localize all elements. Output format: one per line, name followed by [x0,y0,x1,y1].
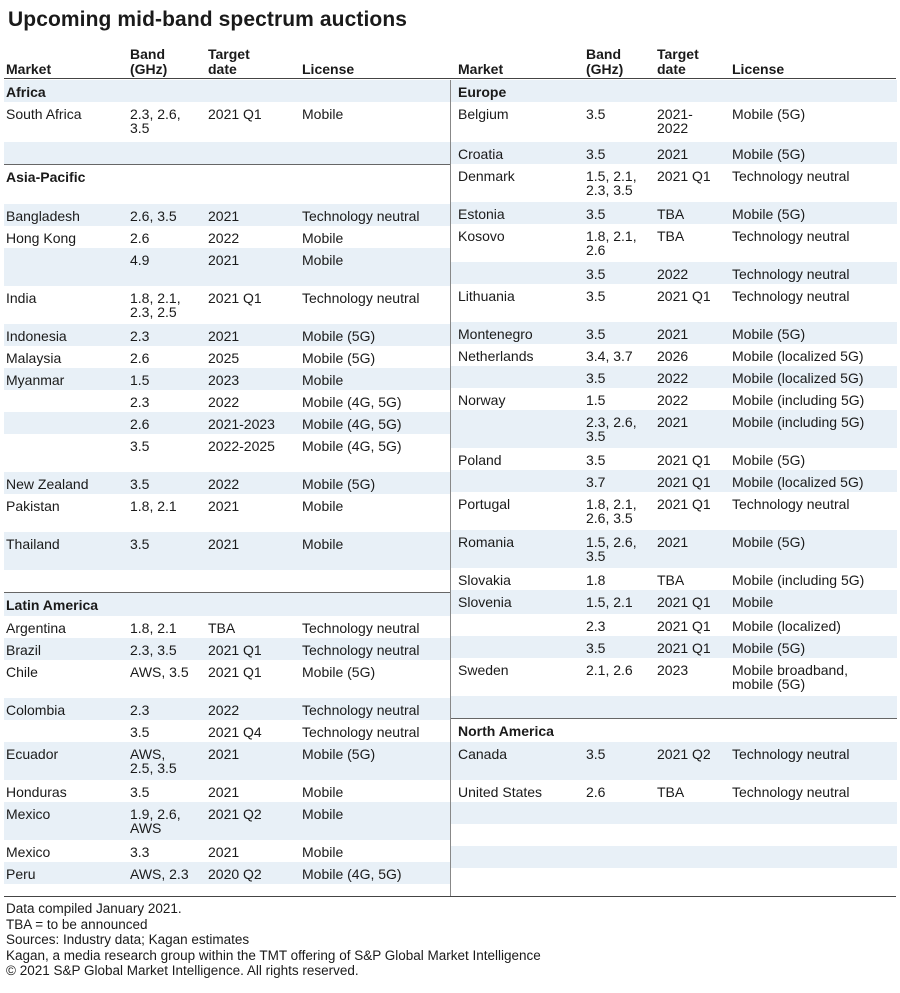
market-cell: Latin America [6,597,99,613]
band-cell: 1.8 [586,572,606,588]
table-row [4,616,450,638]
target-date-cell: 2020 Q2 [208,866,262,882]
band-cell: 3.5 [130,438,150,454]
header-license-left: License [302,61,355,77]
license-cell: Mobile (4G, 5G) [302,866,402,882]
market-cell: Canada [458,746,508,762]
target-date-cell: 2021 Q1 [208,664,262,680]
table-row [4,494,450,532]
band-cell: 1.8, 2.1, 2.3, 2.5 [130,290,181,320]
band-cell: 1.5 [586,392,606,408]
table-row [4,720,450,742]
table-row [4,324,450,346]
table-row [4,390,450,412]
market-cell: Slovenia [458,594,512,610]
market-cell: Slovakia [458,572,511,588]
region-header-row [451,80,897,102]
license-cell: Mobile (localized 5G) [732,348,864,364]
band-cell: 3.5 [130,536,150,552]
table-row [4,412,450,434]
market-cell: Portugal [458,496,511,512]
table-row [451,388,897,410]
band-cell: 2.1, 2.6 [586,662,633,678]
target-date-cell: TBA [657,206,685,222]
market-cell: Honduras [6,784,67,800]
license-cell: Mobile [302,806,344,822]
license-cell: Mobile [302,372,344,388]
band-cell: 2.6 [130,230,150,246]
header-band-left: Band (GHz) [130,46,168,77]
band-cell: 1.5, 2.1, 2.3, 3.5 [586,168,637,198]
target-date-cell: 2021 [657,326,689,342]
target-date-cell: 2021 [657,534,689,550]
footnote-copyright: © 2021 S&P Global Market Intelligence. All rights reserved. [6,963,359,979]
license-cell: Mobile (localized 5G) [732,474,864,490]
target-date-cell: 2026 [657,348,689,364]
table-row [451,846,897,868]
band-cell: 3.5 [586,370,606,386]
table-row [451,824,897,846]
table-row [4,142,450,164]
band-cell: 2.3, 3.5 [130,642,177,658]
license-cell: Technology neutral [732,168,850,184]
license-cell: Mobile [302,844,344,860]
table-row [451,322,897,344]
market-cell: Romania [458,534,515,550]
target-date-cell: 2021 Q1 [657,618,711,634]
band-cell: 1.8, 2.1 [130,620,177,636]
table-row [4,780,450,802]
market-cell: Croatia [458,146,504,162]
band-cell: 1.8, 2.1, 2.6, 3.5 [586,496,637,526]
table-row [4,102,450,142]
market-cell: Myanmar [6,372,65,388]
license-cell: Mobile (5G) [732,534,806,550]
table-row [4,248,450,286]
table-row [451,224,897,262]
band-cell: 3.3 [130,844,150,860]
market-cell: Argentina [6,620,66,636]
target-date-cell: 2021 Q2 [657,746,711,762]
license-cell: Technology neutral [732,266,850,282]
band-cell: 2.6, 3.5 [130,208,177,224]
footnote-compiled: Data compiled January 2021. [6,901,182,916]
target-date-cell: 2022 [208,230,240,246]
target-date-cell: TBA [208,620,236,636]
market-cell: Brazil [6,642,42,658]
target-date-cell: 2021 Q4 [208,724,262,740]
market-cell: Asia-Pacific [6,169,86,185]
market-cell: Mexico [6,844,51,860]
license-cell: Mobile (5G) [732,146,806,162]
table-row [451,780,897,802]
table-row [4,698,450,720]
band-cell: 2.3 [130,394,150,410]
header-target-left: Target date [208,46,250,77]
table-bottom-border [4,896,896,897]
license-cell: Mobile (5G) [732,640,806,656]
market-cell: South Africa [6,106,82,122]
license-cell: Mobile (localized) [732,618,841,634]
band-cell: 3.5 [586,326,606,342]
target-date-cell: 2023 [657,662,689,678]
target-date-cell: 2021 [208,844,240,860]
table-row [451,636,897,658]
market-cell: United States [458,784,543,800]
target-date-cell: 2025 [208,350,240,366]
license-cell: Mobile (5G) [732,326,806,342]
target-date-cell: 2021 Q1 [657,168,711,184]
table-row [451,614,897,636]
target-date-cell: TBA [657,572,685,588]
market-cell: Poland [458,452,502,468]
table-row [451,284,897,322]
table-row [4,840,450,862]
market-cell: Africa [6,84,46,100]
market-cell: Thailand [6,536,60,552]
table-row [451,742,897,780]
license-cell: Technology neutral [302,642,420,658]
band-cell: 1.8, 2.1 [130,498,177,514]
table-row [4,204,450,226]
table-row [451,590,897,614]
target-date-cell: 2021 [208,208,240,224]
target-date-cell: 2021 Q1 [657,496,711,512]
target-date-cell: 2021 Q1 [208,106,262,122]
target-date-cell: 2021 [208,328,240,344]
band-cell: 1.5, 2.6, 3.5 [586,534,637,564]
license-cell: Mobile (4G, 5G) [302,438,402,454]
band-cell: 3.5 [586,288,606,304]
footnote-sources: Sources: Industry data; Kagan estimates [6,932,250,948]
license-cell: Mobile (5G) [302,664,376,680]
target-date-cell: 2021- 2022 [657,106,693,136]
market-cell: Netherlands [458,348,534,364]
band-cell: 2.6 [130,416,150,432]
market-cell: Estonia [458,206,505,222]
table-row [451,410,897,448]
license-cell: Mobile [302,784,344,800]
target-date-cell: 2021 [657,414,689,430]
table-row [451,470,897,492]
band-cell: 3.5 [130,724,150,740]
table-row [451,142,897,164]
band-cell: 2.6 [130,350,150,366]
region-header-row [4,592,450,616]
license-cell: Technology neutral [302,290,420,306]
table-row [4,434,450,472]
band-cell: 1.9, 2.6, AWS [130,806,181,836]
table-row [4,660,450,698]
license-cell: Mobile (5G) [732,452,806,468]
market-cell: Sweden [458,662,509,678]
table-row [4,286,450,324]
band-cell: 3.5 [130,784,150,800]
market-cell: Hong Kong [6,230,77,246]
license-cell: Technology neutral [302,208,420,224]
header-divider [4,78,896,79]
target-date-cell: 2022 [208,702,240,718]
band-cell: 3.5 [586,266,606,282]
table-row [451,658,897,696]
header-market-right: Market [458,61,504,77]
license-cell: Mobile (localized 5G) [732,370,864,386]
footnote-tba: TBA = to be announced [6,916,148,932]
footnotes [6,901,541,979]
table-row [451,366,897,388]
market-cell: Bangladesh [6,208,80,224]
band-cell: AWS, 3.5 [130,664,189,680]
table-row [4,472,450,494]
table-row [451,802,897,824]
market-cell: Belgium [458,106,509,122]
license-cell: Technology neutral [732,784,850,800]
target-date-cell: TBA [657,784,685,800]
auction-table [4,44,896,896]
target-date-cell: TBA [657,228,685,244]
band-cell: 3.5 [586,106,606,122]
table-row [451,568,897,590]
band-cell: 1.8, 2.1, 2.6 [586,228,637,258]
license-cell: Mobile broadband, mobile (5G) [732,662,848,692]
market-cell: Colombia [6,702,66,718]
market-cell: Kosovo [458,228,505,244]
footnote-kagan: Kagan, a media research group within the TMT offering of S&P Global Market Intelligence [6,947,541,963]
band-cell: 3.5 [586,146,606,162]
target-date-cell: 2021 Q1 [208,290,262,306]
target-date-cell: 2022 [657,370,689,386]
target-date-cell: 2022-2025 [208,438,275,454]
table-row [451,448,897,470]
market-cell: Montenegro [458,326,533,342]
license-cell: Technology neutral [302,702,420,718]
band-cell: 2.3 [586,618,606,634]
band-cell: 3.5 [586,206,606,222]
target-date-cell: 2022 [657,266,689,282]
table-row [4,570,450,592]
band-cell: 3.5 [130,476,150,492]
table-row [451,530,897,568]
market-cell: New Zealand [6,476,89,492]
license-cell: Technology neutral [732,288,850,304]
band-cell: 4.9 [130,252,150,268]
market-cell: Denmark [458,168,515,184]
market-cell: Malaysia [6,350,62,366]
table-row [451,492,897,530]
license-cell: Technology neutral [732,496,850,512]
header-license-right: License [732,61,785,77]
region-header-row [451,718,897,742]
table-row [4,802,450,840]
target-date-cell: 2021 [208,784,240,800]
band-cell: 2.6 [586,784,606,800]
license-cell: Mobile [302,252,344,268]
target-date-cell: 2021 Q1 [657,288,711,304]
band-cell: AWS, 2.3 [130,866,189,882]
table-row [4,742,450,780]
market-cell: Pakistan [6,498,60,514]
license-cell: Mobile (4G, 5G) [302,394,402,410]
license-cell: Mobile [302,536,344,552]
target-date-cell: 2021 Q1 [208,642,262,658]
target-date-cell: 2021 [208,536,240,552]
license-cell: Technology neutral [302,620,420,636]
band-cell: 2.3, 2.6, 3.5 [586,414,637,444]
table-row [451,344,897,366]
header-target-right: Target date [657,46,699,77]
table-row [451,868,897,890]
table-row [4,862,450,884]
band-cell: 3.5 [586,452,606,468]
table-row [451,164,897,202]
target-date-cell: 2023 [208,372,240,388]
table-row [451,202,897,224]
band-cell: 1.5, 2.1 [586,594,633,610]
license-cell: Mobile [732,594,774,610]
page-title: Upcoming mid-band spectrum auctions [8,8,408,31]
target-date-cell: 2021 [208,498,240,514]
market-cell: Chile [6,664,38,680]
market-cell: Europe [458,84,507,100]
target-date-cell: 2021 [208,252,240,268]
table-row [4,346,450,368]
table-row [451,696,897,718]
band-cell: 2.3 [130,328,150,344]
band-cell: 3.4, 3.7 [586,348,633,364]
market-cell: Mexico [6,806,51,822]
band-cell: AWS, 2.5, 3.5 [130,746,177,776]
band-cell: 2.3 [130,702,150,718]
license-cell: Technology neutral [732,746,850,762]
license-cell: Mobile (5G) [302,746,376,762]
market-cell: Indonesia [6,328,67,344]
region-header-row [4,80,450,102]
header-band-right: Band (GHz) [586,46,624,77]
target-date-cell: 2021 [657,146,689,162]
region-header-row [4,164,450,204]
market-cell: North America [458,723,554,739]
band-cell: 3.5 [586,640,606,656]
license-cell: Mobile (5G) [302,350,376,366]
license-cell: Mobile (5G) [302,328,376,344]
license-cell: Mobile [302,230,344,246]
license-cell: Mobile (including 5G) [732,414,865,430]
band-cell: 3.5 [586,746,606,762]
table-row [451,102,897,142]
table-row [4,532,450,570]
target-date-cell: 2021 [208,746,240,762]
target-date-cell: 2021-2023 [208,416,275,432]
target-date-cell: 2021 Q1 [657,452,711,468]
target-date-cell: 2022 [208,476,240,492]
market-cell: Peru [6,866,36,882]
market-cell: India [6,290,37,306]
market-cell: Lithuania [458,288,515,304]
header-market-left: Market [6,61,52,77]
target-date-cell: 2021 Q1 [657,640,711,656]
target-date-cell: 2022 [208,394,240,410]
license-cell: Mobile (4G, 5G) [302,416,402,432]
license-cell: Technology neutral [732,228,850,244]
license-cell: Mobile (including 5G) [732,392,865,408]
table-row [4,638,450,660]
band-cell: 3.7 [586,474,606,490]
target-date-cell: 2021 Q1 [657,594,711,610]
target-date-cell: 2022 [657,392,689,408]
table-row [4,368,450,390]
band-cell: 2.3, 2.6, 3.5 [130,106,181,136]
market-cell: Ecuador [6,746,59,762]
license-cell: Mobile (5G) [732,106,806,122]
license-cell: Technology neutral [302,724,420,740]
target-date-cell: 2021 Q2 [208,806,262,822]
table-row [451,262,897,284]
license-cell: Mobile (5G) [302,476,376,492]
table-row [4,226,450,248]
target-date-cell: 2021 Q1 [657,474,711,490]
license-cell: Mobile (5G) [732,206,806,222]
market-cell: Norway [458,392,506,408]
license-cell: Mobile [302,106,344,122]
band-cell: 1.5 [130,372,150,388]
license-cell: Mobile [302,498,344,514]
license-cell: Mobile (including 5G) [732,572,865,588]
